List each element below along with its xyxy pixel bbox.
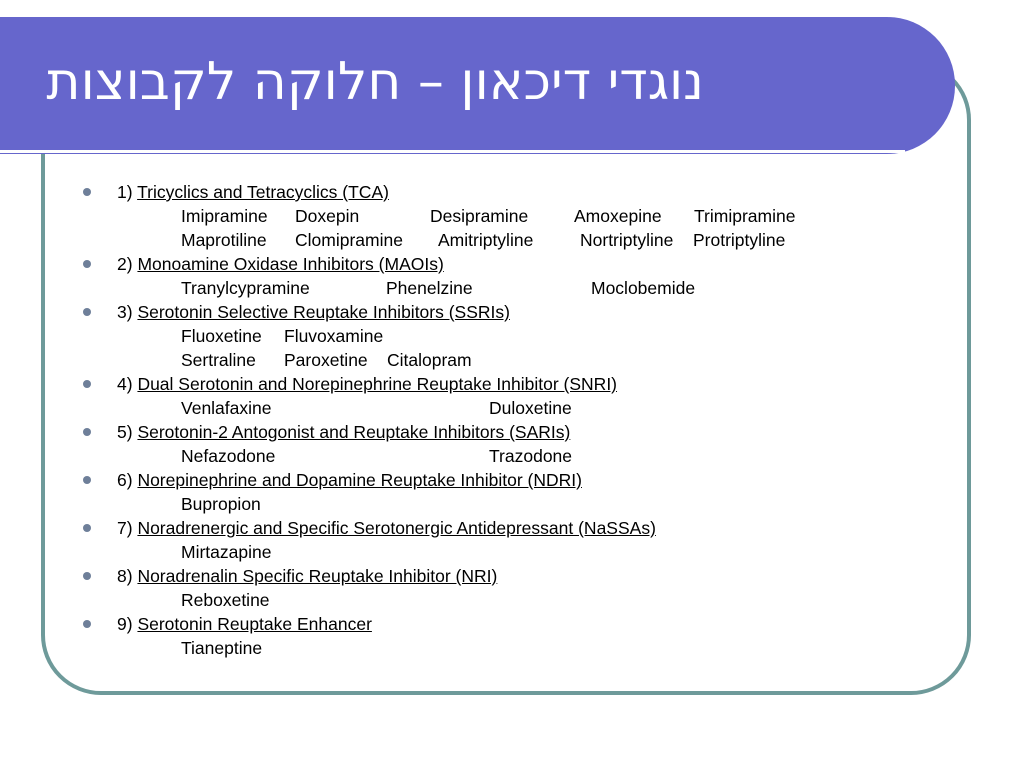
drug-name: Duloxetine: [489, 398, 572, 418]
group-heading: [117, 420, 570, 444]
group-number: 2): [117, 254, 133, 274]
group-header: [0, 300, 1024, 324]
drug-name: Mirtazapine: [181, 542, 272, 562]
bullet-icon: [83, 380, 91, 388]
drug-name: Protriptyline: [693, 230, 786, 250]
drug-row: [0, 444, 1024, 468]
drug-name: Fluoxetine: [181, 326, 262, 346]
group-heading: [117, 252, 444, 276]
drug-name: Tianeptine: [181, 638, 263, 658]
bullet-icon: [83, 260, 91, 268]
drug-name: Imipramine: [181, 206, 268, 226]
drug-row: [0, 540, 1024, 564]
group-heading: [117, 612, 372, 636]
group-number: 6): [117, 470, 133, 490]
drug-name: Trimipramine: [694, 206, 796, 226]
drug-row: [0, 396, 1024, 420]
drug-name: Nefazodone: [181, 446, 276, 466]
bullet-icon: [83, 476, 91, 484]
bullet-icon: [83, 308, 91, 316]
group-name: Tricyclics and Tetracyclics (TCA): [137, 182, 389, 202]
group-header: [0, 612, 1024, 636]
group-header: [0, 564, 1024, 588]
bullet-icon: [83, 428, 91, 436]
group-number: 5): [117, 422, 133, 442]
group-number: 1): [117, 182, 133, 202]
bullet-icon: [83, 188, 91, 196]
drug-name: Clomipramine: [295, 230, 403, 250]
drug-name: Phenelzine: [386, 278, 473, 298]
drug-name: Bupropion: [181, 494, 261, 514]
bullet-icon: [83, 524, 91, 532]
drug-row: [0, 348, 1024, 372]
group-heading: [117, 180, 389, 204]
group-heading: [117, 564, 497, 588]
group-header: [0, 180, 1024, 204]
group-name: Noradrenergic and Specific Serotonergic Antidepressant (NaSSAs): [137, 518, 656, 538]
drug-name: Sertraline: [181, 350, 256, 370]
group-number: 9): [117, 614, 133, 634]
drug-row: [0, 204, 1024, 228]
group-number: 7): [117, 518, 133, 538]
group-name: Noradrenalin Specific Reuptake Inhibitor (NRI): [137, 566, 498, 586]
slide-title: נוגדי דיכאון – חלוקה לקבוצות: [46, 52, 704, 112]
group-name: Dual Serotonin and Norepinephrine Reuptake Inhibitor (SNRI): [137, 374, 618, 394]
drug-name: Amitriptyline: [438, 230, 534, 250]
group-number: 3): [117, 302, 133, 322]
group-header: [0, 372, 1024, 396]
drug-name: Citalopram: [387, 350, 472, 370]
drug-row: [0, 276, 1024, 300]
group-header: [0, 252, 1024, 276]
drug-name: Desipramine: [430, 206, 529, 226]
group-number: 4): [117, 374, 133, 394]
group-name: Serotonin Reuptake Enhancer: [137, 614, 372, 634]
bullet-icon: [83, 620, 91, 628]
group-name: Serotonin-2 Antogonist and Reuptake Inhibitors (SARIs): [137, 422, 571, 442]
drug-name: Paroxetine: [284, 350, 368, 370]
group-heading: [117, 516, 656, 540]
drug-name: Fluvoxamine: [284, 326, 384, 346]
drug-name: Tranylcypramine: [181, 278, 310, 298]
drug-row: [0, 588, 1024, 612]
group-heading: [117, 372, 617, 396]
drug-name: Maprotiline: [181, 230, 267, 250]
group-header: [0, 516, 1024, 540]
antidepressant-list: [0, 180, 1024, 660]
title-underline: [0, 150, 905, 153]
group-number: 8): [117, 566, 133, 586]
group-name: Monoamine Oxidase Inhibitors (MAOIs): [137, 254, 444, 274]
drug-row: [0, 492, 1024, 516]
drug-row: [0, 228, 1024, 252]
group-name: Serotonin Selective Reuptake Inhibitors (SSRIs): [137, 302, 510, 322]
group-heading: [117, 468, 582, 492]
drug-row: [0, 636, 1024, 660]
drug-row: [0, 324, 1024, 348]
drug-name: Nortriptyline: [580, 230, 674, 250]
drug-name: Trazodone: [489, 446, 573, 466]
bullet-icon: [83, 572, 91, 580]
group-name: Norepinephrine and Dopamine Reuptake Inhibitor (NDRI): [137, 470, 582, 490]
drug-name: Doxepin: [295, 206, 360, 226]
drug-name: Venlafaxine: [181, 398, 272, 418]
group-heading: [117, 300, 510, 324]
drug-name: Amoxepine: [574, 206, 662, 226]
drug-name: Moclobemide: [591, 278, 696, 298]
group-header: [0, 420, 1024, 444]
drug-name: Reboxetine: [181, 590, 270, 610]
group-header: [0, 468, 1024, 492]
